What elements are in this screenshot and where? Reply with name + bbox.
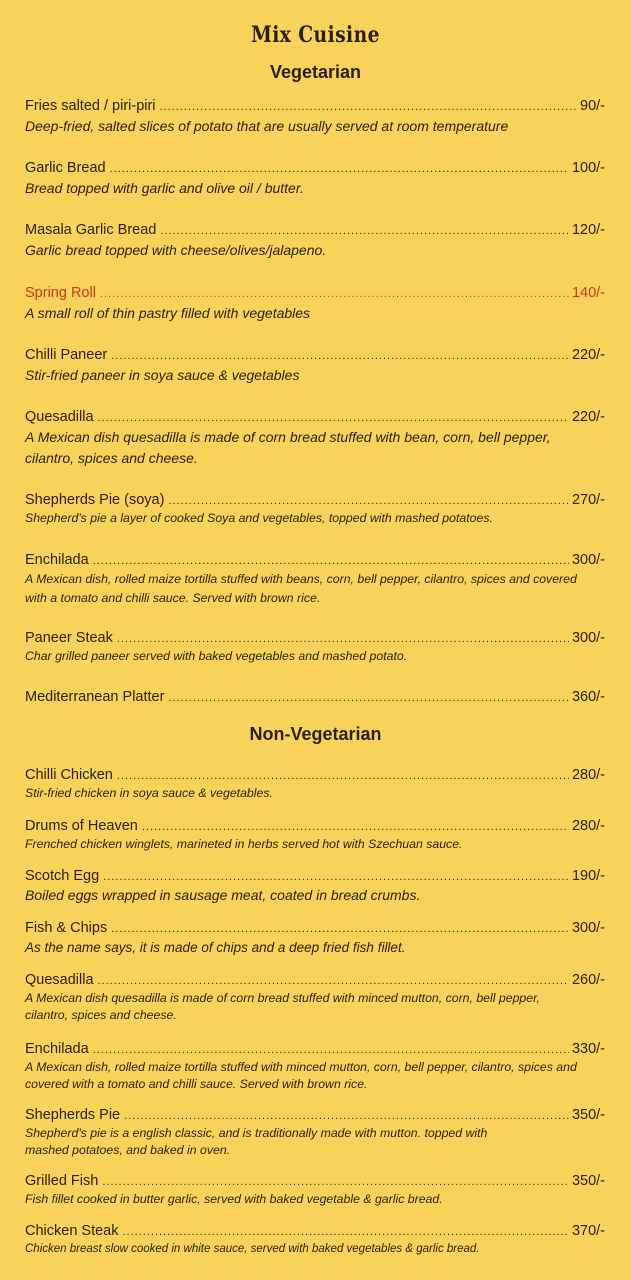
item-description: A Mexican dish quesadilla is made of corn bread stuffed with minced mutton, corn, bell pepper, cilantro, spices and cheese. [25, 991, 540, 1022]
menu-item [25, 629, 605, 665]
item-description: Stir-fried paneer in soya sauce & vegetables [25, 367, 300, 383]
menu-item [25, 551, 605, 608]
menu-item [25, 919, 605, 957]
menu-item [25, 1222, 605, 1258]
dot-leader [123, 1223, 569, 1241]
menu-item [25, 766, 605, 802]
dot-leader [111, 347, 569, 365]
menu-item [25, 346, 605, 386]
item-price: 100/- [571, 160, 605, 176]
menu-item [25, 1106, 605, 1159]
item-name: Chilli Paneer [25, 347, 108, 363]
menu-item [25, 159, 605, 199]
dot-leader [160, 98, 577, 116]
item-description: A Mexican dish, rolled maize tortilla stuffed with beans, corn, bell pepper, cilantro, spices and covered with a tomato and chilli sauce. Served with brown rice. [25, 572, 577, 605]
item-name: Quesadilla [25, 972, 94, 988]
item-price: 360/- [571, 689, 605, 705]
dot-leader [124, 1107, 569, 1125]
menu-item [25, 1172, 605, 1208]
item-description: Deep-fried, salted slices of potato that are usually served at room temperature [25, 118, 509, 134]
item-price: 300/- [571, 630, 605, 646]
section-heading-vegetarian: Vegetarian [269, 62, 362, 82]
item-name: Scotch Egg [25, 868, 100, 884]
item-description: As the name says, it is made of chips and a deep fried fish fillet. [25, 940, 406, 955]
item-price: 330/- [571, 1041, 605, 1057]
dot-leader [93, 1041, 569, 1059]
item-price: 190/- [571, 868, 605, 884]
item-description: Chicken breast slow cooked in white sauce, served with baked vegetables & garlic bread. [25, 1243, 480, 1255]
dot-leader [98, 409, 569, 427]
item-name: Fish & Chips [25, 920, 108, 936]
item-name: Fries salted / piri-piri [25, 98, 156, 114]
item-price: 280/- [571, 818, 605, 834]
item-price: 280/- [571, 767, 605, 783]
item-description: A small roll of thin pastry filled with vegetables [25, 305, 311, 321]
menu-item-highlighted [25, 284, 605, 324]
item-price: 220/- [571, 409, 605, 425]
item-name: Grilled Fish [25, 1173, 99, 1189]
dot-leader [168, 492, 569, 510]
item-description: Shepherd's pie a layer of cooked Soya and vegetables, topped with mashed potatoes. [25, 511, 493, 525]
item-price: 270/- [571, 492, 605, 508]
item-description: A Mexican dish quesadilla is made of corn bread stuffed with bean, corn, bell pepper, cilantro, spices and cheese. [25, 429, 551, 466]
item-price: 220/- [571, 347, 605, 363]
item-price: 370/- [571, 1223, 605, 1239]
dot-leader [93, 552, 569, 570]
item-name: Enchilada [25, 552, 89, 568]
item-description: Boiled eggs wrapped in sausage meat, coated in bread crumbs. [25, 887, 421, 903]
item-name: Paneer Steak [25, 630, 113, 646]
dot-leader [142, 818, 569, 836]
section-heading-non-vegetarian: Non-Vegetarian [249, 724, 382, 744]
item-description: Shepherd's pie is a english classic, and is traditionally made with mutton. topped with mashed potatoes, and baked in oven. [25, 1126, 488, 1157]
dot-leader [117, 630, 569, 648]
item-name: Shepherds Pie (soya) [25, 492, 165, 508]
item-description: Fish fillet cooked in butter garlic, served with baked vegetable & garlic bread. [25, 1192, 443, 1206]
item-price: 350/- [571, 1173, 605, 1189]
item-name: Shepherds Pie [25, 1107, 121, 1123]
item-description: Bread topped with garlic and olive oil / butter. [25, 180, 304, 196]
item-description: Garlic bread topped with cheese/olives/jalapeno. [25, 242, 327, 258]
menu-item [25, 688, 605, 707]
menu-item [25, 867, 605, 905]
dot-leader [168, 689, 569, 707]
item-name: Masala Garlic Bread [25, 222, 157, 238]
item-price: 120/- [571, 222, 605, 238]
menu-item [25, 971, 605, 1024]
dot-leader [111, 920, 569, 938]
menu-item [25, 97, 605, 137]
item-description: Frenched chicken winglets, marineted in herbs served hot with Szechuan sauce. [25, 837, 463, 851]
menu-item [25, 817, 605, 853]
dot-leader [98, 972, 569, 990]
dot-leader [160, 222, 569, 240]
item-name: Quesadilla [25, 409, 94, 425]
item-description: Char grilled paneer served with baked vegetables and mashed potato. [25, 649, 408, 663]
item-name: Spring Roll [25, 285, 96, 301]
dot-leader [117, 767, 569, 785]
item-name: Drums of Heaven [25, 818, 138, 834]
item-name: Garlic Bread [25, 160, 106, 176]
dot-leader [110, 160, 569, 178]
menu-item [25, 1040, 605, 1093]
item-name: Chilli Chicken [25, 767, 113, 783]
dot-leader [102, 1173, 569, 1191]
item-price: 260/- [571, 972, 605, 988]
dot-leader [103, 868, 569, 886]
item-description: Stir-fried chicken in soya sauce & vegetables. [25, 786, 273, 800]
menu-item [25, 491, 605, 527]
item-name: Enchilada [25, 1041, 89, 1057]
item-name: Mediterranean Platter [25, 689, 165, 705]
item-price: 300/- [571, 920, 605, 936]
item-price: 90/- [580, 98, 605, 114]
item-price: 300/- [571, 552, 605, 568]
menu-item [25, 221, 605, 261]
dot-leader [100, 285, 569, 303]
menu-item [25, 408, 605, 469]
item-price: 350/- [571, 1107, 605, 1123]
item-description: A Mexican dish, rolled maize tortilla stuffed with minced mutton, corn, bell pepper, cilantro, spices and covered with a tomato and chilli sauce. Served with brown rice. [25, 1060, 577, 1091]
item-price: 140/- [571, 285, 605, 301]
restaurant-title: Mix Cuisine [251, 22, 380, 48]
item-name: Chicken Steak [25, 1223, 119, 1239]
